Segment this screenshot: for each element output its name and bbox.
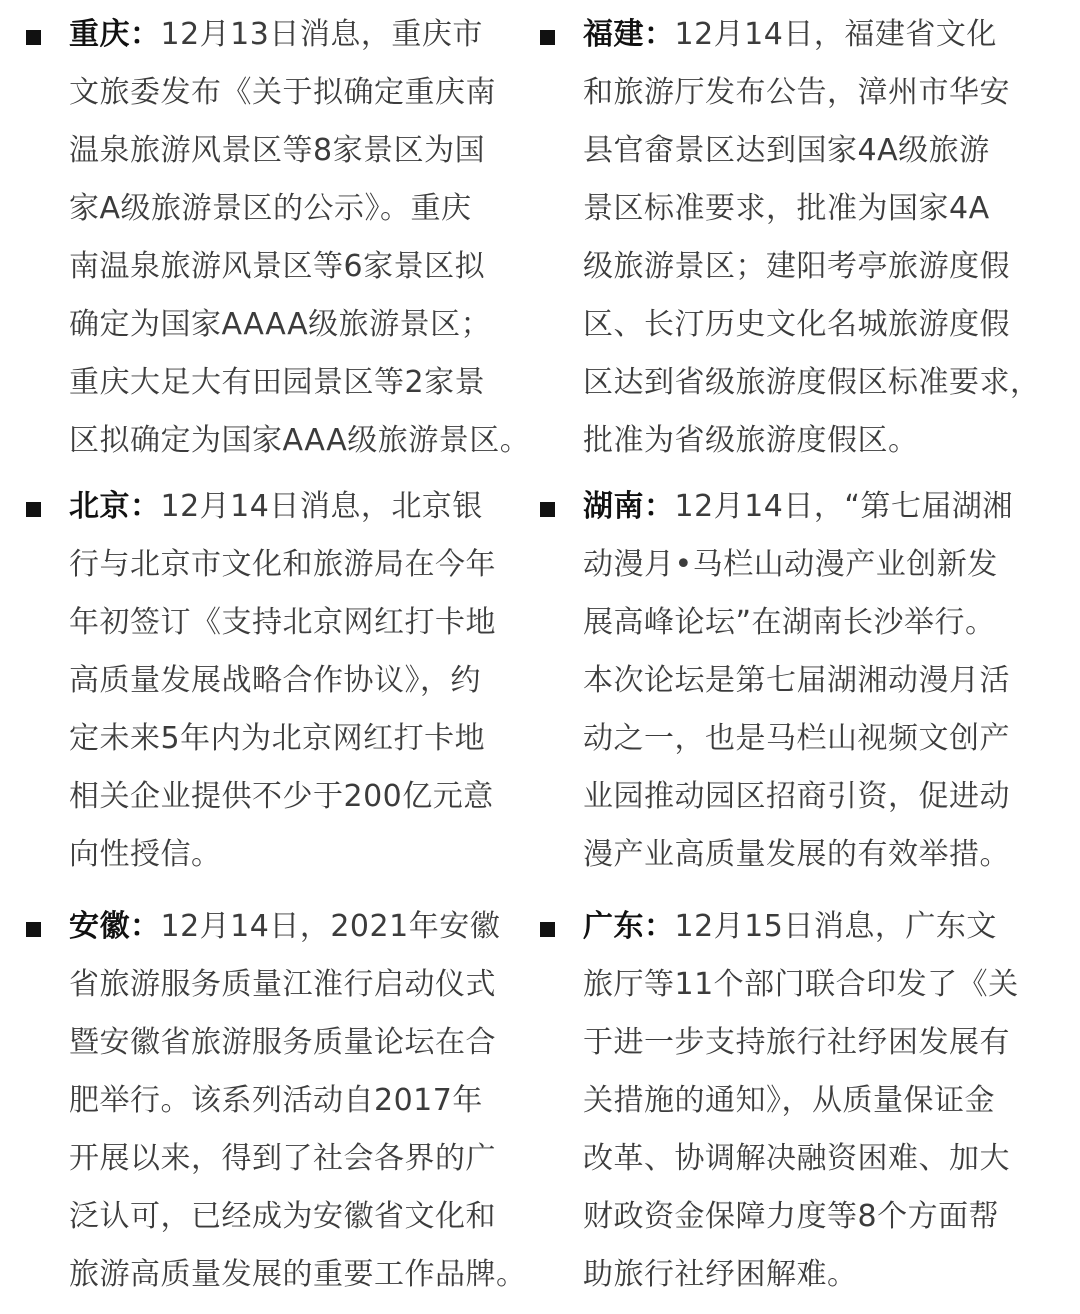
- news-line: 动之一，也是马栏山视频文创产: [583, 721, 1010, 756]
- news-line: 和旅游厅发布公告，漳州市华安: [583, 75, 1010, 110]
- square-bullet-icon: [26, 30, 41, 45]
- news-line: 开展以来，得到了社会各界的广: [69, 1141, 496, 1176]
- news-line: 温泉旅游风景区等8家景区为国: [69, 133, 486, 168]
- news-line: 本次论坛是第七届湖湘动漫月活: [583, 663, 1010, 698]
- region-label: 北京：: [69, 489, 161, 524]
- news-line: 区拟确定为国家AAA级旅游景区。: [69, 423, 531, 458]
- news-line: 区、长汀历史文化名城旅游度假: [583, 307, 1010, 342]
- news-line: 年初签订《支持北京网红打卡地: [69, 605, 496, 640]
- news-line: 暨安徽省旅游服务质量论坛在合: [69, 1025, 496, 1060]
- news-line: 改革、协调解决融资困难、加大: [583, 1141, 1010, 1176]
- region-label: 广东：: [583, 909, 675, 944]
- square-bullet-icon: [540, 922, 555, 937]
- news-line: 安徽：12月14日，2021年安徽: [69, 909, 501, 944]
- region-label: 湖南：: [583, 489, 675, 524]
- news-line: 相关企业提供不少于200亿元意: [69, 779, 494, 814]
- news-line: 北京：12月14日消息，北京银: [69, 489, 483, 524]
- news-line: 区达到省级旅游度假区标准要求，: [583, 365, 1041, 400]
- news-line: 向性授信。: [69, 837, 222, 872]
- news-line: 肥举行。该系列活动自2017年: [69, 1083, 483, 1118]
- news-line: 漫产业高质量发展的有效举措。: [583, 837, 1010, 872]
- news-line: 景区标准要求，批准为国家4A: [583, 191, 990, 226]
- news-text: [69, 6, 549, 470]
- news-line: 省旅游服务质量江淮行启动仪式: [69, 967, 496, 1002]
- news-line: 重庆：12月13日消息，重庆市: [69, 17, 483, 52]
- news-line: 福建：12月14日，福建省文化: [583, 17, 997, 52]
- news-line: 旅游高质量发展的重要工作品牌。: [69, 1257, 527, 1292]
- news-line: 批准为省级旅游度假区。: [583, 423, 919, 458]
- square-bullet-icon: [26, 922, 41, 937]
- news-line: 级旅游景区；建阳考亭旅游度假: [583, 249, 1010, 284]
- region-label: 福建：: [583, 17, 675, 52]
- news-line: 家A级旅游景区的公示》。重庆: [69, 191, 472, 226]
- news-line: 展高峰论坛”在湖南长沙举行。: [583, 605, 996, 640]
- news-line: 动漫月•马栏山动漫产业创新发: [583, 547, 998, 582]
- news-line: 旅厅等11个部门联合印发了《关: [583, 967, 1019, 1002]
- square-bullet-icon: [540, 30, 555, 45]
- news-line: 县官畲景区达到国家4A级旅游: [583, 133, 990, 168]
- news-line: 南温泉旅游风景区等6家景区拟: [69, 249, 486, 284]
- news-line: 重庆大足大有田园景区等2家景: [69, 365, 486, 400]
- news-line: 助旅行社纾困解难。: [583, 1257, 858, 1292]
- news-line: 广东：12月15日消息，广东文: [583, 909, 997, 944]
- news-text: [583, 478, 1063, 884]
- news-line: 高质量发展战略合作协议》，约: [69, 663, 481, 698]
- square-bullet-icon: [540, 502, 555, 517]
- news-text: [583, 6, 1063, 470]
- square-bullet-icon: [26, 502, 41, 517]
- news-line: 定未来5年内为北京网红打卡地: [69, 721, 486, 756]
- news-line: 确定为国家AAAA级旅游景区；: [69, 307, 492, 342]
- news-text: [69, 478, 549, 884]
- region-label: 重庆：: [69, 17, 161, 52]
- news-line: 湖南：12月14日，“第七届湖湘: [583, 489, 1013, 524]
- region-label: 安徽：: [69, 909, 161, 944]
- news-text: [69, 898, 549, 1304]
- news-line: 财政资金保障力度等8个方面帮: [583, 1199, 1000, 1234]
- news-text: [583, 898, 1063, 1304]
- news-line: 业园推动园区招商引资，促进动: [583, 779, 1010, 814]
- news-line: 泛认可，已经成为安徽省文化和: [69, 1199, 496, 1234]
- news-line: 行与北京市文化和旅游局在今年: [69, 547, 496, 582]
- news-line: 于进一步支持旅行社纾困发展有: [583, 1025, 1010, 1060]
- news-line: 关措施的通知》，从质量保证金: [583, 1083, 995, 1118]
- news-line: 文旅委发布《关于拟确定重庆南: [69, 75, 496, 110]
